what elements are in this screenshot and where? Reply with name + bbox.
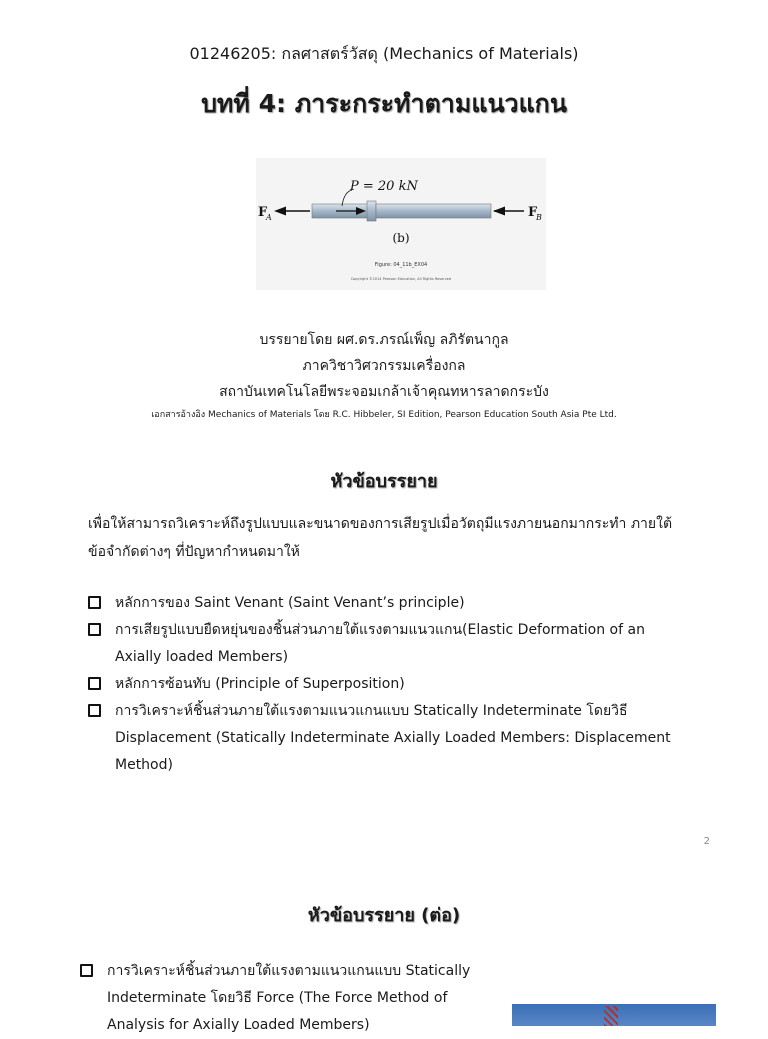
- checkbox-bullet-icon: [88, 704, 101, 717]
- left-force-subscript: A: [266, 213, 272, 222]
- list-item-text: หลักการซ้อนทับ (Principle of Superposition): [115, 676, 405, 692]
- list-item: [88, 590, 688, 617]
- intro-paragraph: เพื่อให้สามารถวิเคราะห์ถึงรูปแบบและขนาดของการเสียรูปเมื่อวัตถุมีแรงภายนอกมากระทำ ภายใต้ข้อจำกัดต่างๆ ที่ปัญหากำหนดมาให้: [88, 516, 673, 560]
- checkbox-bullet-icon: [88, 596, 101, 609]
- list-item-text: การเสียรูปแบบยืดหยุ่นของชิ้นส่วนภายใต้แรงตามแนวแกน(Elastic Deformation of an Axially loaded Members): [115, 622, 645, 665]
- list-item: [88, 671, 688, 698]
- figure-id: Figure: 04_11b_EX04: [374, 262, 428, 268]
- load-label: P = 20 kN: [350, 179, 418, 194]
- course-title: 01246205: กลศาสตร์วัสดุ (Mechanics of Materials): [189, 44, 579, 63]
- topic-list-continued: [80, 958, 500, 1039]
- right-force-label: F: [528, 205, 538, 220]
- list-item-text: หลักการของ Saint Venant (Saint Venant’s principle): [115, 595, 465, 611]
- axial-load-figure: [256, 158, 546, 290]
- checkbox-bullet-icon: [88, 677, 101, 690]
- rod-right-segment: [376, 204, 491, 218]
- bar-diagram: [256, 158, 546, 290]
- tower-photo: [512, 1004, 716, 1026]
- department-line: ภาควิชาวิศวกรรมเครื่องกล: [302, 358, 466, 374]
- page-number: 2: [703, 836, 710, 847]
- section-heading-continued: หัวข้อบรรยาย (ต่อ): [307, 905, 461, 926]
- institute-line: สถาบันเทคโนโลยีพระจอมเกล้าเจ้าคุณทหารลาดกระบัง: [219, 384, 549, 400]
- right-force-subscript: B: [536, 213, 542, 222]
- checkbox-bullet-icon: [80, 964, 93, 977]
- chapter-title: บทที่ 4: ภาระกระทำตามแนวแกน: [201, 89, 567, 118]
- rod-collar: [367, 201, 376, 221]
- left-force-label: F: [258, 205, 268, 220]
- section-heading: หัวข้อบรรยาย: [330, 471, 438, 492]
- figure-caption: (b): [392, 231, 410, 245]
- list-item: [88, 617, 688, 671]
- reference-line: เอกสารอ้างอิง Mechanics of Materials โดย R.C. Hibbeler, SI Edition, Pearson Education South Asia Pte Ltd.: [151, 410, 617, 420]
- figure-copyright: Copyright ©2014 Pearson Education, All Rights Reserved: [350, 277, 452, 281]
- list-item: [80, 958, 500, 1039]
- list-item-text: การวิเคราะห์ชิ้นส่วนภายใต้แรงตามแนวแกนแบบ Statically Indeterminate โดยวิธี Displacement (Statically Indeterminate Axially Loaded Members: Displacement Method): [115, 703, 671, 773]
- lecturer-line: บรรยายโดย ผศ.ดร.ภรณ์เพ็ญ ลภิรัตนากูล: [259, 332, 509, 348]
- tower-structure-icon: [604, 1006, 618, 1026]
- list-item-text: การวิเคราะห์ชิ้นส่วนภายใต้แรงตามแนวแกนแบบ Statically Indeterminate โดยวิธี Force (The Force Method of Analysis for Axially Loaded Members): [107, 963, 471, 1033]
- checkbox-bullet-icon: [88, 623, 101, 636]
- topic-list: [88, 590, 688, 779]
- list-item: [88, 698, 688, 779]
